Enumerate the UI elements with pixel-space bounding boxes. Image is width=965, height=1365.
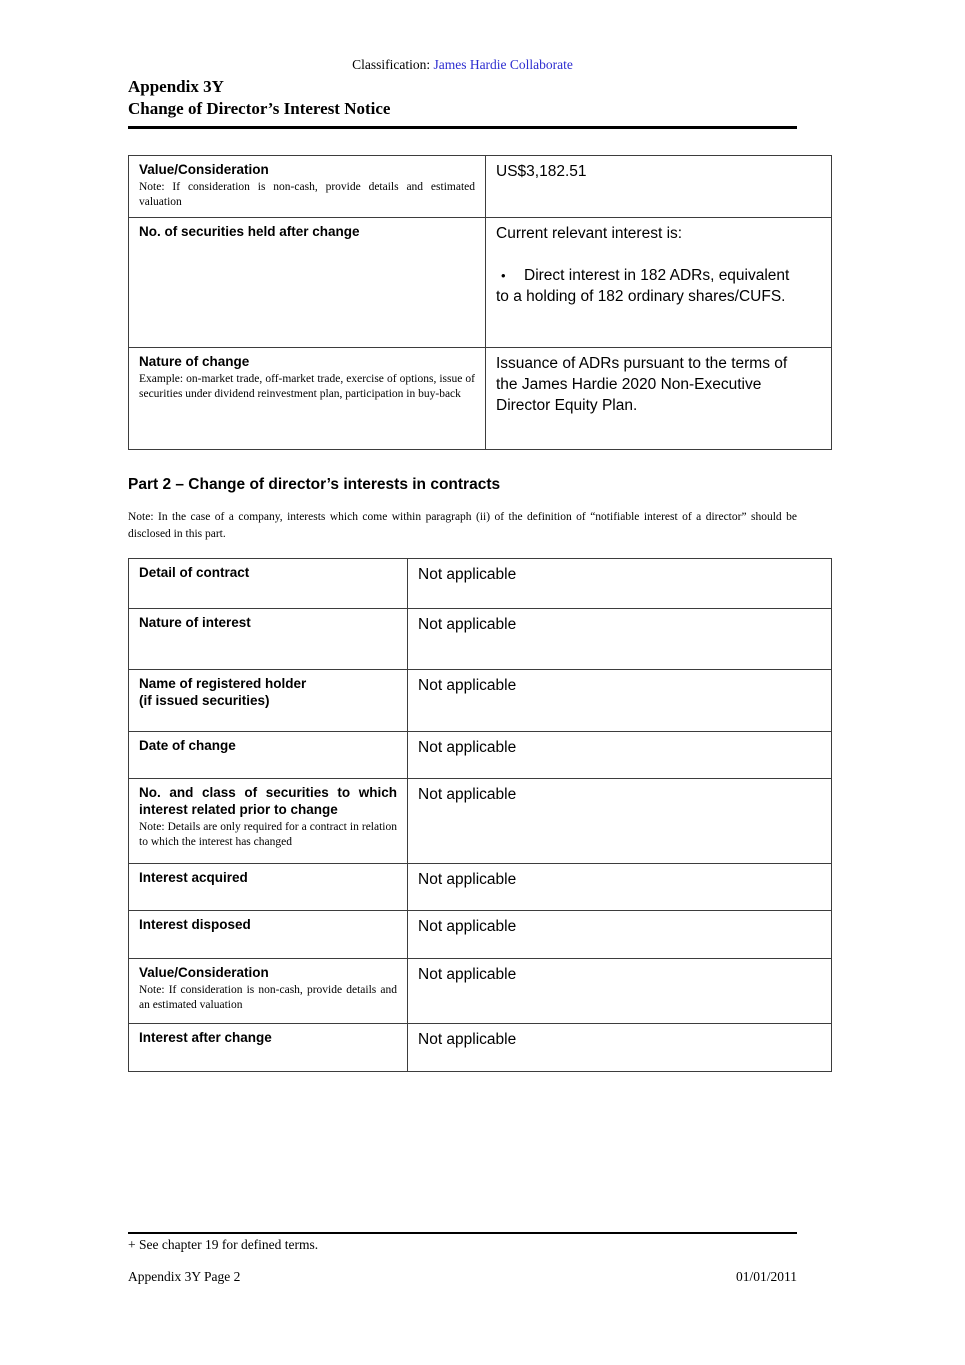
row-value: Not applicable — [418, 871, 517, 888]
row-label: No. of securities held after change — [139, 224, 360, 239]
classification-label: Classification: — [352, 57, 434, 72]
table-row — [129, 911, 832, 959]
row-label: No. and class of securities to which interest related prior to change — [139, 785, 397, 817]
bullet-item — [496, 265, 805, 307]
classification-value: James Hardie Collaborate — [433, 57, 573, 72]
part2-note: Note: In the case of a company, interests which come within paragraph (ii) of the definition of “notifiable interest of a director” should be disclosed in this part. — [128, 511, 797, 540]
row-label: Detail of contract — [139, 565, 250, 580]
footer-divider — [128, 1232, 797, 1234]
table-row — [129, 218, 832, 348]
part1-table — [128, 155, 832, 450]
row-label: Name of registered holder — [139, 676, 307, 691]
row-value: Issuance of ADRs pursuant to the terms of the James Hardie 2020 Non-Executive Director Equity Plan. — [496, 355, 788, 414]
row-value: Not applicable — [418, 566, 517, 583]
classification-line — [128, 57, 797, 73]
row-note: Example: on-market trade, off-market trade, exercise of options, issue of securities under dividend reinvestment plan, participation in buy-back — [139, 373, 475, 400]
bullet-icon: • — [501, 268, 506, 283]
table-row — [129, 156, 832, 218]
row-value: Not applicable — [418, 966, 517, 983]
table-row — [129, 348, 832, 450]
row-label: Nature of change — [139, 354, 250, 369]
row-label-line2: (if issued securities) — [139, 693, 270, 708]
defined-terms-note: + See chapter 19 for defined terms. — [128, 1237, 319, 1252]
row-label: Interest disposed — [139, 917, 251, 932]
header-divider — [128, 126, 797, 129]
title-line-2: Change of Director’s Interest Notice — [128, 99, 391, 118]
table-row — [129, 732, 832, 779]
row-value: Not applicable — [418, 1031, 517, 1048]
row-value: US$3,182.51 — [496, 163, 587, 180]
table-row — [129, 959, 832, 1024]
row-note: Note: If consideration is non-cash, provide details and estimated valuation — [139, 181, 475, 208]
table-row — [129, 559, 832, 609]
row-label: Value/Consideration — [139, 162, 269, 177]
row-note: Note: Details are only required for a contract in relation to which the interest has changed — [139, 821, 397, 848]
row-label: Nature of interest — [139, 615, 251, 630]
footer-date: 01/01/2011 — [735, 1269, 797, 1284]
row-label: Date of change — [139, 738, 236, 753]
bullet-text: Direct interest in 182 ADRs, equivalent to a holding of 182 ordinary shares/CUFS. — [496, 267, 790, 305]
part2-table — [128, 558, 832, 1072]
row-value: Not applicable — [418, 616, 517, 633]
footer-page-label: Appendix 3Y Page 2 — [128, 1269, 241, 1284]
row-label: Value/Consideration — [139, 965, 269, 980]
row-note: Note: If consideration is non-cash, provide details and an estimated valuation — [139, 984, 397, 1011]
row-value: Not applicable — [418, 677, 517, 694]
table-row — [129, 609, 832, 670]
table-row — [129, 779, 832, 864]
row-label: Interest after change — [139, 1030, 272, 1045]
title-line-1: Appendix 3Y — [128, 77, 224, 96]
row-value — [496, 223, 805, 307]
table-row — [129, 670, 832, 732]
part2-heading: Part 2 – Change of director’s interests in contracts — [128, 476, 501, 493]
table-row — [129, 1024, 832, 1072]
table-row — [129, 864, 832, 911]
row-value: Not applicable — [418, 918, 517, 935]
row-label: Interest acquired — [139, 870, 248, 885]
value-intro: Current relevant interest is: — [496, 225, 683, 242]
document-title — [128, 76, 797, 120]
page-footer — [128, 1269, 797, 1285]
row-value: Not applicable — [418, 739, 517, 756]
row-value: Not applicable — [418, 786, 517, 803]
